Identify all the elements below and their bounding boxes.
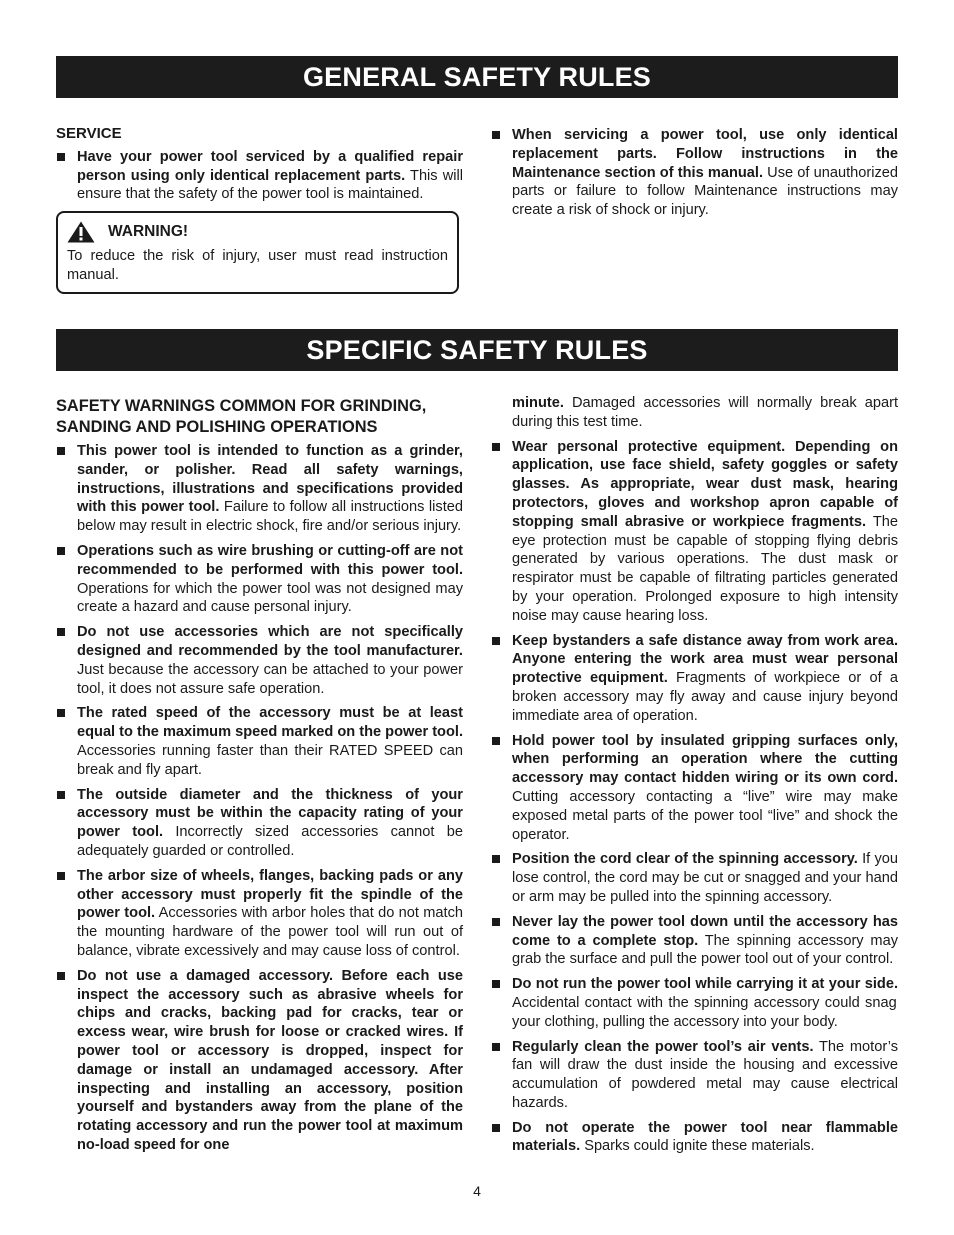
specific-left-column [56,396,463,1161]
bullet-icon [492,131,500,139]
item-text: Failure to follow all instructions listed below may result in electric shock, fire and/or serious injury. [77,499,463,535]
right-rule-list [491,438,898,1157]
list-item [491,913,898,969]
list-item [491,1119,898,1157]
bullet-icon [492,737,500,745]
list-item [56,704,463,779]
bullet-icon [57,791,65,799]
bullet-icon [492,443,500,451]
item-text: Use of unauthorized parts or failure to follow Maintenance instructions may create a risk of shock or injury. [512,164,899,219]
list-item [491,632,898,726]
item-text: Sparks could ignite these materials. [580,1138,815,1155]
item-text: Fragments of workpiece or of a broken accessory may fly away and cause injury beyond immediate area of operation. [512,670,899,724]
bullet-icon [57,628,65,636]
item-text: The eye protection must be capable of stopping flying debris generated by various operations. The dust mask or respirator must be capable of filtrating particles generated by your operation. Prolonged exposure to high intensity noise may cause hearing loss. [512,513,898,624]
specific-safety-banner: SPECIFIC SAFETY RULES [56,329,898,371]
bullet-icon [492,1124,500,1132]
page-number: 4 [473,1183,481,1199]
item-bold: Keep bystanders a safe distance away from work area. Anyone entering the work area must wear personal protective equipment. [512,632,898,687]
item-text: The motor’s fan will draw the dust inside the housing and excessive accumulation of powdered metal may cause electrical hazards. [512,1038,898,1111]
service-heading: SERVICE [56,125,122,142]
bullet-icon [57,447,65,455]
specific-heading: SAFETY WARNINGS COMMON FOR GRINDING, SANDING AND POLISHING OPERATIONS [56,397,427,436]
bullet-icon [57,972,65,980]
item-bold: The outside diameter and the thickness of your accessory must be within the capacity rating of your power tool. [77,786,463,841]
list-item [491,732,898,845]
item-text: Damaged accessories will normally break apart during this test time. [512,395,898,430]
item-text: The spinning accessory may grab the surface and pull the power tool out of your control. [512,932,898,968]
item-text: Cutting accessory contacting a “live” wire may make exposed metal parts of the power tool “live” and shock the operator. [512,788,898,843]
item-text: Just because the accessory can be attached to your power tool, it does not assure safe operation. [77,661,463,697]
left-rule-list [56,442,463,1155]
list-item [56,967,463,1155]
bullet-icon [57,547,65,555]
bullet-icon [492,855,500,863]
item-bold: minute. [512,395,564,411]
item-bold: Hold power tool by insulated gripping surfaces only, when performing an operation where the cutting accessory may contact hidden wiring or its own cord. [512,732,898,787]
general-safety-banner: GENERAL SAFETY RULES [56,56,898,98]
warning-box [56,211,459,294]
list-item [491,975,898,1031]
item-bold: Have your power tool serviced by a qualified repair person using only identical replacement parts. [77,148,463,184]
item-bold: Regularly clean the power tool’s air vents. [512,1038,814,1055]
list-item [56,786,463,861]
list-item [56,542,463,617]
item-bold: The rated speed of the accessory must be at least equal to the maximum speed marked on the power tool. [77,705,463,741]
warning-text: To reduce the risk of injury, user must read instruction manual. [67,248,448,283]
list-item [491,850,898,906]
item-bold: Never lay the power tool down until the accessory has come to a complete stop. [512,913,898,949]
item-bold: Do not run the power tool while carrying it at your side. [512,976,898,993]
item-text: If you lose control, the cord may be cut or snagged and your hand or arm may be pulled into the spinning accessory. [512,851,899,905]
service-left-column [56,125,463,210]
item-text: Operations for which the power tool was not designed may create a hazard and cause personal injury. [77,580,463,616]
bullet-icon [492,637,500,645]
item-bold: Do not use accessories which are not specifically designed and recommended by the tool manufacturer. [77,624,463,659]
bullet-icon [57,872,65,880]
item-bold: When servicing a power tool, use only identical replacement parts. Follow instructions in the Maintenance section of this manual. [512,127,898,181]
item-bold: This power tool is intended to function as a grinder, sander, or polisher. Read all safety warnings, instructions, illustrations and specifications provided with this power tool. [77,443,463,516]
item-bold: Do not operate the power tool near flammable materials. [512,1119,898,1155]
list-item [56,148,463,204]
bullet-icon [492,918,500,926]
service-right-column [491,126,898,226]
item-text: Accidental contact with the spinning accessory could snag your clothing, pulling the accessory into your body. [512,994,897,1030]
bullet-icon [492,980,500,988]
item-bold: Operations such as wire brushing or cutting-off are not recommended to be performed with this power tool. [77,542,463,578]
item-text: Incorrectly sized accessories cannot be adequately guarded or controlled. [77,824,463,859]
item-bold: The arbor size of wheels, flanges, backing pads or any other accessory must properly fit the spindle of the power tool. [77,867,463,922]
item-text: This will ensure that the safety of the power tool is maintained. [77,167,463,203]
bullet-icon [57,153,65,161]
list-item [491,126,898,220]
list-item [56,442,463,536]
list-item [491,1038,898,1113]
item-bold: Wear personal protective equipment. Depending on application, use face shield, safety goggles or safety glasses. As appropriate, wear dust mask, hearing protectors, gloves and workshop apron capable of stopping small abrasive or workpiece fragments. [512,438,898,530]
bullet-icon [492,1043,500,1051]
list-item-continuation [491,394,898,432]
list-item [56,867,463,961]
warning-triangle-icon [67,221,95,243]
item-text: Accessories running faster than their RATED SPEED can break and fly apart. [77,742,463,778]
warning-title-row [67,221,448,243]
list-item [491,438,898,626]
bullet-icon [57,709,65,717]
specific-right-column [491,394,898,1162]
item-bold: Do not use a damaged accessory. Before each use inspect the accessory such as abrasive wheels for chips and cracks, backing pad for cracks, tear or excess wear, wire brush for loose or cracked wires. If power tool or accessory is dropped, inspect for damage or install an undamaged accessory. After inspecting and installing an accessory, position yourself and bystanders away from the plane of the rotating accessory and run the power tool at maximum no-load speed for one [77,967,463,1153]
item-text: Accessories with arbor holes that do not match the mounting hardware of the power tool will run out of balance, vibrate excessively and may cause loss of control. [77,905,463,959]
item-bold: Position the cord clear of the spinning accessory. [512,851,858,868]
warning-title: WARNING! [108,222,189,240]
list-item [56,623,463,698]
